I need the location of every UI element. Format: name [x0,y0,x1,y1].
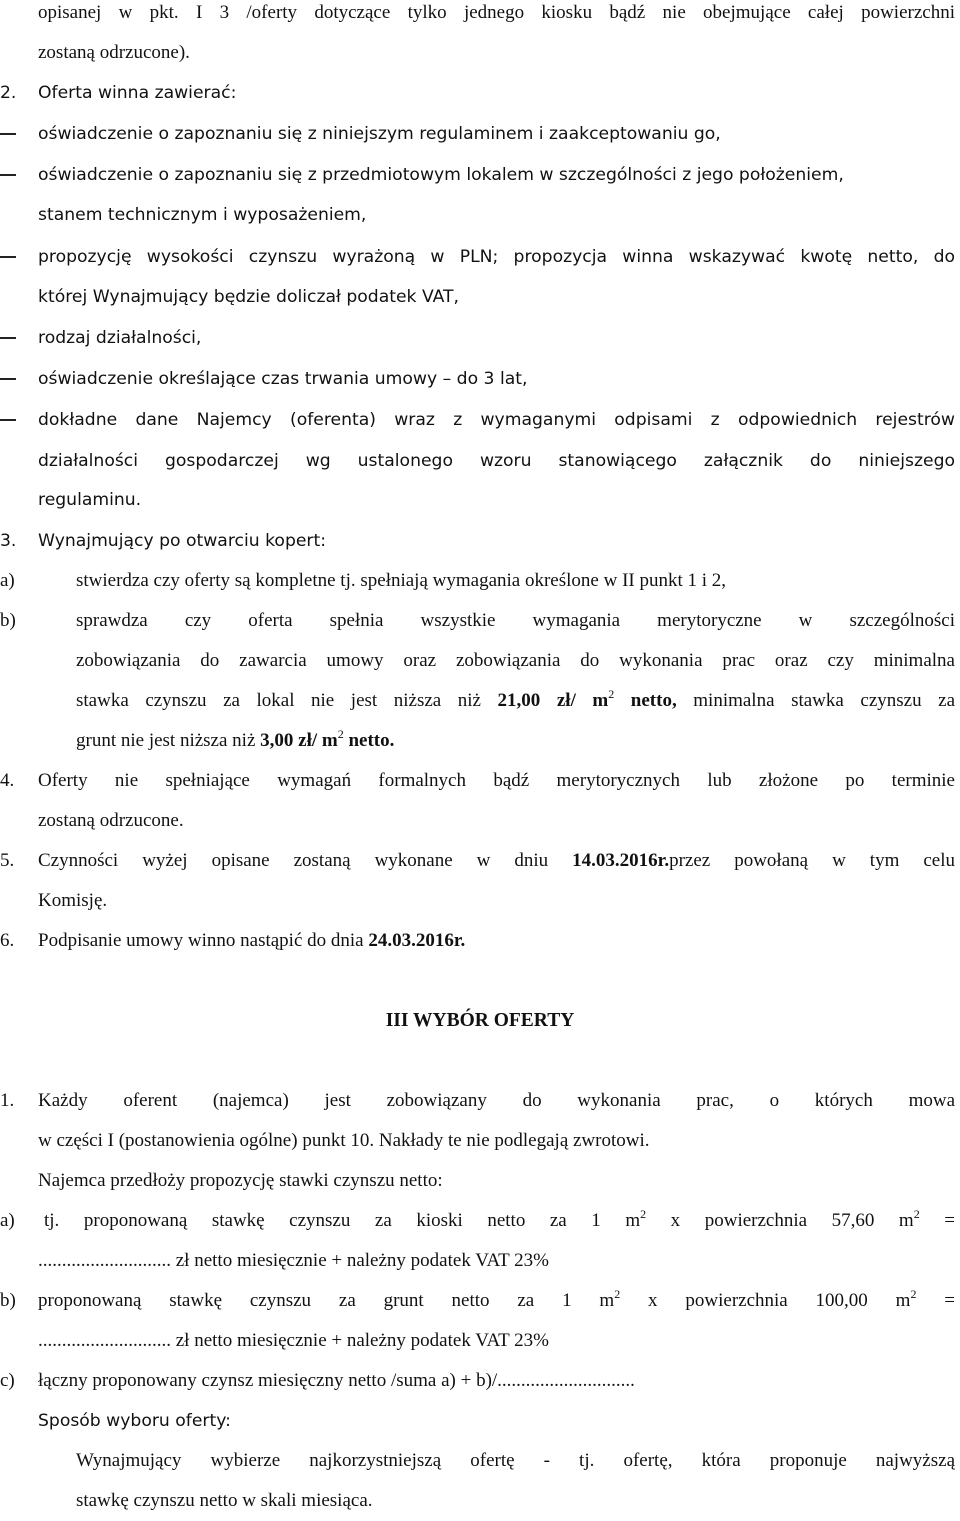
bullet-text: oświadczenie o zapoznaniu się z niniejszym regulaminem i zaakceptowaniu go, [38,124,721,144]
part3-continuation [0,1161,960,1201]
bullet-text: działalności gospodarczej wg ustalonego wzoru stanowiącego załącznik do niniejszego [38,451,955,471]
sub-item-text [76,721,394,761]
list-number: 3. [0,531,17,551]
list-number: 4. [0,770,15,791]
superscript: 2 [913,1206,920,1221]
list-item-5-continuation [0,881,960,921]
superscript: 2 [640,1206,647,1221]
section-heading: III WYBÓR OFERTY [385,1010,575,1031]
list-item-text: zostaną odrzucone. [38,810,184,831]
text-run: x powierzchnia 100,00 m [620,1290,911,1311]
offer-item-c [0,1361,960,1401]
list-item-text: Najemca przedłoży propozycję stawki czynszu netto: [38,1170,443,1191]
sub-item-b-continuation [0,721,960,761]
sub-item-label: c) [0,1370,15,1391]
list-number: 6. [0,930,15,951]
bullet-text: oświadczenie określające czas trwania umowy – do 3 lat, [38,369,528,389]
list-item-title: Wynajmujący po otwarciu kopert: [38,531,327,551]
bullet-item [0,155,960,195]
bullet-item [0,237,960,277]
offer-item-a [0,1201,960,1241]
text-run: przez powołaną w tym celu [669,850,955,871]
text-run: = [916,1290,955,1311]
price-text: netto, [614,690,677,711]
part3-continuation [0,1121,960,1161]
bullet-item [0,359,960,399]
part3-item-1 [0,1081,960,1121]
list-item-text [38,841,955,881]
sub-item-text: ............................ zł netto miesięcznie + należny podatek VAT 23% [38,1250,549,1271]
sub-item-text [44,1201,955,1241]
bullet-text: oświadczenie o zapoznaniu się z przedmiotowym lokalem w szczególności z jego położeniem, [38,165,844,185]
superscript: 2 [910,1286,917,1301]
paragraph-text: Wynajmujący wybierze najkorzystniejszą ofertę - tj. ofertę, która proponuje najwyższą [76,1450,955,1471]
bullet-text: rodzaj działalności, [38,328,202,348]
price-text: 3,00 zł/ m [260,730,338,751]
text-line [0,0,960,33]
dash-bullet-icon [0,133,16,135]
list-item-4-continuation [0,801,960,841]
sub-item-text: ............................ zł netto miesięcznie + należny podatek VAT 23% [38,1330,549,1351]
paragraph-text: zostaną odrzucone). [38,42,190,63]
list-number: 1. [0,1090,15,1111]
list-number: 5. [0,850,15,871]
dash-bullet-icon [0,419,16,421]
list-item-3 [0,521,960,561]
dash-bullet-icon [0,337,16,339]
paragraph-text: stawkę czynszu netto w skali miesiąca. [76,1490,373,1511]
text-run: proponowaną stawkę czynszu za grunt netto za 1 m [38,1290,615,1311]
list-item-text: w części I (postanowienia ogólne) punkt 10. Nakłady te nie podlegają zwrotowi. [38,1130,650,1151]
bullet-text: której Wynajmujący będzie doliczał podatek VAT, [38,287,459,307]
list-item-6 [0,921,960,961]
sub-item-text: łączny proponowany czynsz miesięczny netto /suma a) + b)/............................. [38,1370,635,1391]
selection-method-continuation [0,1481,960,1521]
text-run: stawka czynszu za lokal nie jest niższa niż [76,690,498,711]
sub-item-a [0,561,960,601]
sub-item-text [76,681,955,721]
superscript: 2 [608,686,615,701]
date-text: 14.03.2016r. [572,850,670,871]
sub-item-text: stwierdza czy oferty są kompletne tj. spełniają wymagania określone w II punkt 1 i 2, [76,570,727,591]
selection-method-title [0,1401,960,1441]
sub-item-b-continuation [0,681,960,721]
offer-item-a-continuation [0,1241,960,1281]
superscript: 2 [337,726,344,741]
list-item-text: Oferty nie spełniające wymagań formalnych bądź merytorycznych lub złożone po terminie [38,770,955,791]
bullet-item [0,400,960,440]
sub-item-label: b) [0,1290,16,1311]
list-item-2 [0,73,960,113]
dash-bullet-icon [0,256,16,258]
sub-item-label: b) [0,610,16,631]
sub-item-text [38,1281,955,1321]
text-run: Czynności wyżej opisane zostaną wykonane w dniu [38,850,573,871]
sub-item-text: zobowiązania do zawarcia umowy oraz zobowiązania do wykonania prac oraz czy minimalna [76,650,955,671]
bullet-continuation [0,441,960,481]
superscript: 2 [614,1286,621,1301]
bullet-continuation [0,195,960,235]
bullet-continuation [0,277,960,317]
list-item-text: Komisję. [38,890,108,911]
bullet-text: dokładne dane Najemcy (oferenta) wraz z wymaganymi odpisami z odpowiednich rejestrów [38,410,955,430]
sub-item-label: a) [0,570,15,591]
sub-item-label: a) [0,1210,15,1231]
offer-item-b [0,1281,960,1321]
bullet-text: stanem technicznym i wyposażeniem, [38,205,367,225]
sub-item-text: sprawdza czy oferta spełnia wszystkie wymagania merytoryczne w szczególności [76,610,955,631]
text-line [0,33,960,73]
paragraph-text: Sposób wyboru oferty: [38,1411,231,1431]
list-item-4 [0,761,960,801]
text-run: = [919,1210,955,1231]
bullet-item [0,114,960,154]
price-text: netto. [343,730,395,751]
list-item-text: Każdy oferent (najemca) jest zobowiązany do wykonania prac, o których mowa [38,1090,955,1111]
dash-bullet-icon [0,174,16,176]
bullet-text: propozycję wysokości czynszu wyrażoną w PLN; propozycja winna wskazywać kwotę netto, do [38,247,955,267]
list-item-title: Oferta winna zawierać: [38,83,237,103]
list-number: 2. [0,83,17,103]
bullet-text: regulaminu. [38,490,142,510]
date-text: 24.03.2016r. [368,930,466,951]
price-text: 21,00 zł/ m [497,690,609,711]
dash-bullet-icon [0,378,16,380]
text-run: grunt nie jest niższa niż [76,730,261,751]
list-item-5 [0,841,960,881]
selection-method-text [0,1441,960,1481]
bullet-item [0,318,960,358]
list-item-text [38,921,465,961]
text-run: tj. proponowaną stawkę czynszu za kioski netto za 1 m [44,1210,641,1231]
bullet-continuation [0,480,960,520]
sub-item-b [0,601,960,641]
paragraph-text: opisanej w pkt. I 3 /oferty dotyczące tylko jednego kiosku bądź nie obejmujące całej powierzchni [38,2,955,23]
sub-item-b-continuation [0,641,960,681]
text-run: Podpisanie umowy winno nastąpić do dnia [38,930,369,951]
text-run: minimalna stawka czynszu za [676,690,955,711]
text-run: x powierzchnia 57,60 m [646,1210,914,1231]
offer-item-b-continuation [0,1321,960,1361]
